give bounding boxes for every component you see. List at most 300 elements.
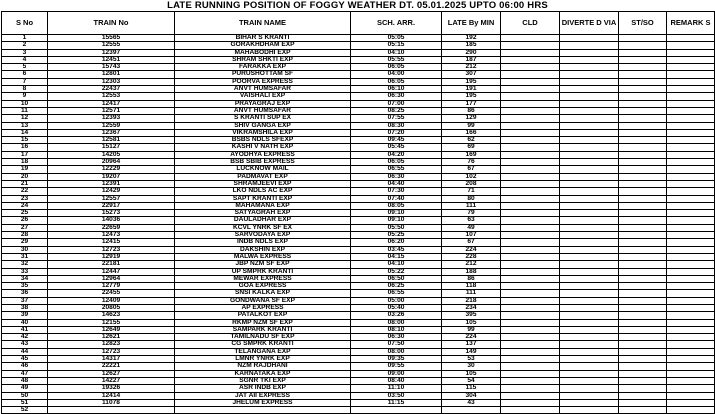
- cell-diverted-via: [560, 319, 619, 326]
- cell-train-no: 12559: [48, 122, 175, 129]
- cell-st-so: [619, 202, 667, 209]
- cell-train-no: 14317: [48, 356, 175, 363]
- cell-train-no: 12621: [48, 334, 175, 341]
- cell-late-by: 105: [442, 319, 501, 326]
- cell-sno: 9: [2, 93, 48, 100]
- cell-late-by: 129: [442, 115, 501, 122]
- cell-st-so: [619, 312, 667, 319]
- cell-cld: [501, 202, 560, 209]
- cell-cld: [501, 42, 560, 49]
- cell-train-no: 12649: [48, 326, 175, 333]
- cell-sno: 27: [2, 224, 48, 231]
- cell-train-no: 14036: [48, 217, 175, 224]
- cell-late-by: 67: [442, 166, 501, 173]
- cell-sno: 21: [2, 180, 48, 187]
- cell-train-name: INDB NDLS EXP: [175, 239, 351, 246]
- cell-train-no: 19326: [48, 385, 175, 392]
- cell-remarks: [667, 129, 715, 136]
- cell-late-by: 224: [442, 246, 501, 253]
- cell-train-no: 12801: [48, 71, 175, 78]
- cell-late-by: 137: [442, 341, 501, 348]
- cell-cld: [501, 377, 560, 384]
- col-header-st-so: ST/SO: [619, 12, 667, 35]
- cell-remarks: [667, 137, 715, 144]
- cell-train-no: 12155: [48, 319, 175, 326]
- cell-train-name: SHIV GANGA EXP: [175, 122, 351, 129]
- cell-sno: 4: [2, 56, 48, 63]
- cell-train-name: BSB SBIB EXPRESS: [175, 159, 351, 166]
- cell-sch-arr: 07:00: [351, 100, 442, 107]
- cell-st-so: [619, 399, 667, 406]
- cell-sch-arr: 05:22: [351, 268, 442, 275]
- cell-st-so: [619, 71, 667, 78]
- cell-cld: [501, 122, 560, 129]
- cell-train-no: 12723: [48, 348, 175, 355]
- cell-sch-arr: 07:40: [351, 195, 442, 202]
- cell-sno: 13: [2, 122, 48, 129]
- cell-train-no: 12473: [48, 232, 175, 239]
- cell-cld: [501, 363, 560, 370]
- cell-diverted-via: [560, 202, 619, 209]
- cell-train-name: TELANGANA EXP: [175, 348, 351, 355]
- cell-train-name: PRAYAGRAJ EXP: [175, 100, 351, 107]
- cell-sno: 32: [2, 261, 48, 268]
- cell-sno: 19: [2, 166, 48, 173]
- cell-remarks: [667, 232, 715, 239]
- cell-sch-arr: 04:15: [351, 253, 442, 260]
- cell-train-name: PADMAVAT EXP: [175, 173, 351, 180]
- cell-remarks: [667, 42, 715, 49]
- cell-sno: 50: [2, 392, 48, 399]
- cell-remarks: [667, 107, 715, 114]
- table-row: [2, 188, 715, 195]
- cell-late-by: 86: [442, 107, 501, 114]
- cell-cld: [501, 49, 560, 56]
- cell-diverted-via: [560, 173, 619, 180]
- cell-late-by: 30: [442, 363, 501, 370]
- cell-diverted-via: [560, 385, 619, 392]
- cell-diverted-via: [560, 122, 619, 129]
- cell-diverted-via: [560, 195, 619, 202]
- cell-train-name: MEWAR EXPRESS: [175, 275, 351, 282]
- cell-train-no: 12581: [48, 137, 175, 144]
- cell-late-by: 69: [442, 144, 501, 151]
- cell-train-no: 20964: [48, 159, 175, 166]
- cell-cld: [501, 290, 560, 297]
- cell-cld: [501, 341, 560, 348]
- cell-diverted-via: [560, 217, 619, 224]
- cell-late-by: 195: [442, 93, 501, 100]
- cell-sno: 33: [2, 268, 48, 275]
- cell-sch-arr: 05:00: [351, 297, 442, 304]
- cell-sno: 43: [2, 341, 48, 348]
- cell-train-name: GONDWANA SF EXP: [175, 297, 351, 304]
- cell-cld: [501, 35, 560, 42]
- cell-train-no: 12229: [48, 166, 175, 173]
- cell-diverted-via: [560, 180, 619, 187]
- cell-diverted-via: [560, 297, 619, 304]
- cell-sno: 5: [2, 64, 48, 71]
- cell-cld: [501, 78, 560, 85]
- cell-sch-arr: 06:05: [351, 78, 442, 85]
- cell-diverted-via: [560, 253, 619, 260]
- col-header-remarks: REMARK S: [667, 12, 715, 35]
- cell-st-so: [619, 290, 667, 297]
- cell-st-so: [619, 253, 667, 260]
- cell-late-by: 208: [442, 180, 501, 187]
- cell-sch-arr: 06:20: [351, 239, 442, 246]
- cell-st-so: [619, 356, 667, 363]
- cell-train-name: AYODHYA EXPRESS: [175, 151, 351, 158]
- cell-sno: 36: [2, 290, 48, 297]
- cell-remarks: [667, 253, 715, 260]
- table-row: [2, 407, 715, 414]
- cell-remarks: [667, 370, 715, 377]
- cell-train-no: 12414: [48, 392, 175, 399]
- cell-late-by: 290: [442, 49, 501, 56]
- cell-st-so: [619, 348, 667, 355]
- cell-remarks: [667, 49, 715, 56]
- cell-late-by: 118: [442, 283, 501, 290]
- cell-cld: [501, 312, 560, 319]
- cell-cld: [501, 407, 560, 414]
- cell-sno: 12: [2, 115, 48, 122]
- cell-train-no: 12367: [48, 129, 175, 136]
- cell-sch-arr: 05:25: [351, 232, 442, 239]
- cell-st-so: [619, 363, 667, 370]
- cell-diverted-via: [560, 304, 619, 311]
- cell-remarks: [667, 283, 715, 290]
- cell-remarks: [667, 56, 715, 63]
- cell-sno: 1: [2, 35, 48, 42]
- table-row: [2, 312, 715, 319]
- cell-train-name: MAHAMANA EXP: [175, 202, 351, 209]
- cell-diverted-via: [560, 144, 619, 151]
- cell-train-no: 15565: [48, 35, 175, 42]
- cell-train-name: JHELUM EXPRESS: [175, 399, 351, 406]
- cell-cld: [501, 261, 560, 268]
- cell-sno: 31: [2, 253, 48, 260]
- cell-cld: [501, 392, 560, 399]
- cell-train-name: POORVA EXPRESS: [175, 78, 351, 85]
- cell-sch-arr: 03:26: [351, 312, 442, 319]
- cell-diverted-via: [560, 363, 619, 370]
- cell-st-so: [619, 122, 667, 129]
- cell-cld: [501, 326, 560, 333]
- cell-train-no: 20805: [48, 304, 175, 311]
- cell-remarks: [667, 166, 715, 173]
- cell-train-no: 15273: [48, 210, 175, 217]
- cell-st-so: [619, 334, 667, 341]
- cell-remarks: [667, 144, 715, 151]
- cell-diverted-via: [560, 377, 619, 384]
- cell-sno: 52: [2, 407, 48, 414]
- cell-train-name: PATALKOT EXP: [175, 312, 351, 319]
- cell-diverted-via: [560, 107, 619, 114]
- cell-st-so: [619, 304, 667, 311]
- cell-train-no: 22455: [48, 290, 175, 297]
- cell-late-by: 115: [442, 385, 501, 392]
- cell-sch-arr: 08:10: [351, 326, 442, 333]
- cell-train-no: 15743: [48, 64, 175, 71]
- cell-late-by: 111: [442, 290, 501, 297]
- cell-train-name: BIHAR S KRANTI: [175, 35, 351, 42]
- cell-late-by: 195: [442, 78, 501, 85]
- cell-late-by: 191: [442, 86, 501, 93]
- cell-train-no: 12393: [48, 115, 175, 122]
- cell-late-by: [442, 407, 501, 414]
- cell-sch-arr: 06:50: [351, 275, 442, 282]
- cell-sno: 22: [2, 188, 48, 195]
- cell-late-by: 107: [442, 232, 501, 239]
- cell-train-name: GORAKHDHAM EXP: [175, 42, 351, 49]
- cell-train-no: 22437: [48, 86, 175, 93]
- cell-diverted-via: [560, 370, 619, 377]
- cell-sch-arr: 08:25: [351, 107, 442, 114]
- table-row: [2, 239, 715, 246]
- cell-diverted-via: [560, 78, 619, 85]
- cell-train-name: KCVL YNRK SF EX: [175, 224, 351, 231]
- cell-sch-arr: 05:50: [351, 224, 442, 231]
- cell-diverted-via: [560, 188, 619, 195]
- late-running-table: [1, 11, 715, 414]
- cell-remarks: [667, 202, 715, 209]
- cell-remarks: [667, 268, 715, 275]
- cell-diverted-via: [560, 356, 619, 363]
- cell-train-no: 12451: [48, 56, 175, 63]
- cell-diverted-via: [560, 261, 619, 268]
- cell-st-so: [619, 151, 667, 158]
- cell-sch-arr: 06:30: [351, 173, 442, 180]
- col-header-cld: CLD: [501, 12, 560, 35]
- cell-train-no: 12415: [48, 239, 175, 246]
- cell-diverted-via: [560, 210, 619, 217]
- cell-sch-arr: 08:00: [351, 348, 442, 355]
- cell-sno: 42: [2, 334, 48, 341]
- cell-sno: 47: [2, 370, 48, 377]
- cell-sch-arr: 06:05: [351, 64, 442, 71]
- cell-sno: 37: [2, 297, 48, 304]
- cell-cld: [501, 210, 560, 217]
- cell-cld: [501, 129, 560, 136]
- cell-diverted-via: [560, 232, 619, 239]
- col-header-diverted-via: DIVERTE D VIA: [560, 12, 619, 35]
- cell-st-so: [619, 129, 667, 136]
- cell-sch-arr: 04:10: [351, 261, 442, 268]
- table-row: [2, 385, 715, 392]
- table-row: [2, 115, 715, 122]
- cell-train-no: 12627: [48, 370, 175, 377]
- cell-st-so: [619, 326, 667, 333]
- cell-train-name: FARAKKA EXP: [175, 64, 351, 71]
- cell-sno: 15: [2, 137, 48, 144]
- table-row: [2, 42, 715, 49]
- cell-cld: [501, 232, 560, 239]
- cell-diverted-via: [560, 348, 619, 355]
- cell-remarks: [667, 377, 715, 384]
- cell-remarks: [667, 122, 715, 129]
- cell-cld: [501, 71, 560, 78]
- cell-sch-arr: 09:10: [351, 210, 442, 217]
- cell-remarks: [667, 363, 715, 370]
- cell-sch-arr: 09:55: [351, 363, 442, 370]
- cell-diverted-via: [560, 100, 619, 107]
- cell-late-by: 177: [442, 100, 501, 107]
- cell-sch-arr: 08:40: [351, 377, 442, 384]
- cell-st-so: [619, 180, 667, 187]
- cell-sch-arr: 03:45: [351, 246, 442, 253]
- cell-train-name: SHRAM SHKTI EXP: [175, 56, 351, 63]
- cell-train-name: LMNR YNRK EXP: [175, 356, 351, 363]
- cell-sno: 24: [2, 202, 48, 209]
- cell-sno: 30: [2, 246, 48, 253]
- cell-remarks: [667, 159, 715, 166]
- cell-st-so: [619, 341, 667, 348]
- cell-st-so: [619, 64, 667, 71]
- cell-st-so: [619, 195, 667, 202]
- cell-diverted-via: [560, 71, 619, 78]
- cell-sch-arr: 11:15: [351, 399, 442, 406]
- cell-sno: 8: [2, 86, 48, 93]
- cell-late-by: 212: [442, 64, 501, 71]
- cell-cld: [501, 356, 560, 363]
- cell-st-so: [619, 407, 667, 414]
- cell-remarks: [667, 86, 715, 93]
- cell-diverted-via: [560, 407, 619, 414]
- cell-train-name: NZM RAJDHANI: [175, 363, 351, 370]
- cell-sno: 51: [2, 399, 48, 406]
- cell-remarks: [667, 64, 715, 71]
- cell-remarks: [667, 385, 715, 392]
- cell-sch-arr: 06:05: [351, 159, 442, 166]
- cell-remarks: [667, 399, 715, 406]
- cell-train-no: 12823: [48, 341, 175, 348]
- cell-sno: 38: [2, 304, 48, 311]
- cell-late-by: 111: [442, 202, 501, 209]
- cell-diverted-via: [560, 399, 619, 406]
- cell-diverted-via: [560, 151, 619, 158]
- cell-remarks: [667, 297, 715, 304]
- cell-train-name: VAISHALI EXP: [175, 93, 351, 100]
- cell-cld: [501, 93, 560, 100]
- cell-diverted-via: [560, 166, 619, 173]
- cell-late-by: 185: [442, 42, 501, 49]
- cell-remarks: [667, 93, 715, 100]
- cell-st-so: [619, 173, 667, 180]
- cell-sch-arr: 09:35: [351, 356, 442, 363]
- cell-sno: 29: [2, 239, 48, 246]
- cell-train-no: 12779: [48, 283, 175, 290]
- cell-late-by: 63: [442, 217, 501, 224]
- cell-diverted-via: [560, 35, 619, 42]
- cell-st-so: [619, 297, 667, 304]
- cell-remarks: [667, 334, 715, 341]
- cell-cld: [501, 283, 560, 290]
- cell-late-by: 79: [442, 210, 501, 217]
- cell-cld: [501, 180, 560, 187]
- cell-late-by: 80: [442, 195, 501, 202]
- cell-cld: [501, 217, 560, 224]
- cell-st-so: [619, 392, 667, 399]
- cell-sno: 41: [2, 326, 48, 333]
- cell-sno: 20: [2, 173, 48, 180]
- cell-train-name: KARNATAKA EXP: [175, 370, 351, 377]
- cell-train-no: 22181: [48, 261, 175, 268]
- cell-train-no: 12557: [48, 195, 175, 202]
- cell-st-so: [619, 377, 667, 384]
- cell-diverted-via: [560, 64, 619, 71]
- cell-cld: [501, 107, 560, 114]
- cell-cld: [501, 399, 560, 406]
- cell-train-no: 19207: [48, 173, 175, 180]
- cell-sch-arr: 11:10: [351, 385, 442, 392]
- cell-late-by: 43: [442, 399, 501, 406]
- cell-sch-arr: 05:55: [351, 56, 442, 63]
- cell-late-by: 234: [442, 304, 501, 311]
- table-row: [2, 261, 715, 268]
- cell-sno: 10: [2, 100, 48, 107]
- cell-sch-arr: 03:50: [351, 392, 442, 399]
- cell-train-no: 12447: [48, 268, 175, 275]
- cell-cld: [501, 173, 560, 180]
- cell-train-name: SAMPARK KRANTI: [175, 326, 351, 333]
- cell-cld: [501, 159, 560, 166]
- cell-cld: [501, 137, 560, 144]
- cell-remarks: [667, 180, 715, 187]
- cell-st-so: [619, 56, 667, 63]
- cell-remarks: [667, 348, 715, 355]
- cell-late-by: 304: [442, 392, 501, 399]
- cell-remarks: [667, 100, 715, 107]
- cell-remarks: [667, 290, 715, 297]
- cell-sch-arr: 06:10: [351, 86, 442, 93]
- cell-sno: 48: [2, 377, 48, 384]
- col-header-train-no: TRAIN No: [48, 12, 175, 35]
- cell-cld: [501, 275, 560, 282]
- cell-remarks: [667, 173, 715, 180]
- cell-train-no: 11078: [48, 399, 175, 406]
- cell-cld: [501, 166, 560, 173]
- cell-sno: 3: [2, 49, 48, 56]
- cell-cld: [501, 188, 560, 195]
- cell-late-by: 188: [442, 268, 501, 275]
- cell-st-so: [619, 232, 667, 239]
- cell-cld: [501, 246, 560, 253]
- cell-sch-arr: 07:50: [351, 341, 442, 348]
- cell-late-by: 187: [442, 56, 501, 63]
- cell-cld: [501, 224, 560, 231]
- cell-sch-arr: 09:00: [351, 370, 442, 377]
- cell-late-by: 62: [442, 137, 501, 144]
- cell-st-so: [619, 224, 667, 231]
- cell-train-name: JAT AII EXPRESS: [175, 392, 351, 399]
- cell-remarks: [667, 210, 715, 217]
- cell-cld: [501, 195, 560, 202]
- cell-remarks: [667, 261, 715, 268]
- cell-diverted-via: [560, 392, 619, 399]
- cell-train-name: MALWA EXPRESS: [175, 253, 351, 260]
- cell-train-name: SARVODAYA EXP: [175, 232, 351, 239]
- cell-cld: [501, 144, 560, 151]
- cell-train-no: 22221: [48, 363, 175, 370]
- cell-sno: 14: [2, 129, 48, 136]
- cell-diverted-via: [560, 312, 619, 319]
- cell-remarks: [667, 115, 715, 122]
- cell-train-name: RKMP NZM SF EXP: [175, 319, 351, 326]
- cell-train-no: [48, 407, 175, 414]
- cell-train-name: SGNR TKI EXP: [175, 377, 351, 384]
- cell-st-so: [619, 159, 667, 166]
